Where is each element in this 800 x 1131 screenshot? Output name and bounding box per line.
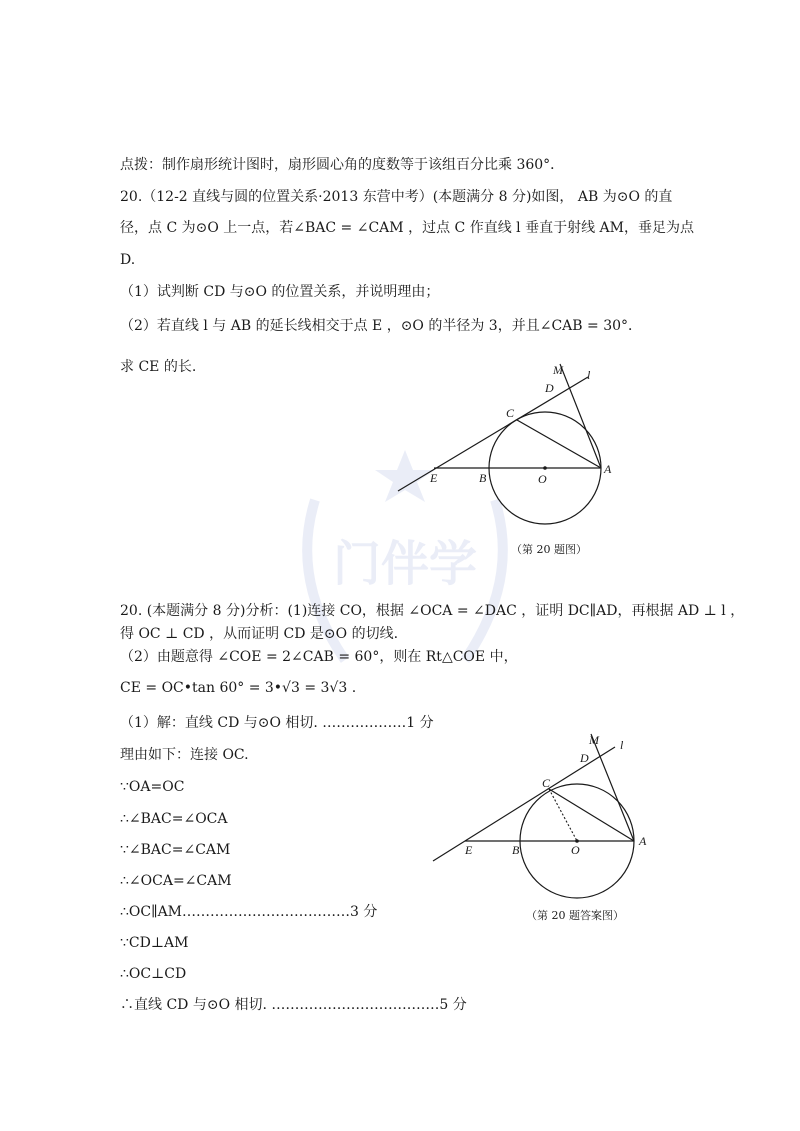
figure-2: [425, 730, 660, 905]
proof-step-3: ∵∠BAC=∠CAM: [120, 842, 231, 858]
question-part-2-cont: 求 CE 的长.: [120, 359, 197, 375]
figure-1: [390, 360, 630, 535]
segment-oc-dotted: [549, 789, 577, 841]
label-d: D: [545, 381, 554, 395]
question-line-1: 20.（12-2 直线与圆的位置关系·2013 东营中考）(本题满分 8 分)如图， AB 为⊙O 的直: [120, 189, 673, 205]
label-e: E: [430, 471, 438, 485]
label-e-2: E: [465, 843, 473, 857]
label-l-2: l: [620, 738, 624, 752]
label-m-2: M: [589, 733, 599, 747]
proof-step-7: ∴OC⊥CD: [120, 966, 187, 982]
proof-step-1: ∵OA=OC: [120, 779, 185, 795]
label-c-2: C: [542, 776, 551, 790]
label-d-2: D: [580, 751, 589, 765]
label-b: B: [479, 471, 487, 485]
label-o: O: [538, 472, 547, 486]
figure-1-caption: （第 20 题图）: [511, 543, 587, 556]
proof-step-8: ∴直线 CD 与⊙O 相切. ………………………………5 分: [120, 997, 467, 1013]
chord-ca-2: [549, 789, 634, 841]
figure-2-caption: （第 20 题答案图）: [526, 909, 624, 922]
proof-step-5: ∴OC∥AM………………………………3 分: [120, 904, 378, 920]
proof-step-2: ∴∠BAC=∠OCA: [120, 811, 228, 827]
question-part-2: （2）若直线 l 与 AB 的延长线相交于点 E ，⊙O 的半径为 3，并且∠CAB = 30°．: [120, 318, 643, 334]
analysis-line-3: （2）由题意得 ∠COE = 2∠CAB = 60°，则在 Rt△COE 中，: [120, 649, 518, 665]
question-part-1: （1）试判断 CD 与⊙O 的位置关系，并说明理由；: [120, 284, 440, 300]
analysis-line-4: CE = OC•tan 60° = 3•√3 = 3√3 .: [120, 680, 357, 696]
question-line-3: D.: [120, 252, 136, 268]
label-c: C: [506, 406, 515, 420]
solution-line-2: 理由如下：连接 OC.: [120, 747, 249, 763]
label-a: A: [604, 462, 612, 476]
hint-line: 点拨：制作扇形统计图时，扇形圆心角的度数等于该组百分比乘 360°．: [120, 157, 565, 173]
proof-step-4: ∴∠OCA=∠CAM: [120, 873, 232, 889]
label-a-2: A: [639, 834, 647, 848]
label-m: M: [553, 363, 563, 377]
question-line-2: 径，点 C 为⊙O 上一点，若∠BAC = ∠CAM ，过点 C 作直线 l 垂直于射线 AM，垂足为点: [120, 220, 694, 236]
label-o-2: O: [571, 843, 580, 857]
proof-step-6: ∵CD⊥AM: [120, 935, 189, 951]
analysis-line-1: 20. (本题满分 8 分)分析：(1)连接 CO，根据 ∠OCA = ∠DAC ，证明 DC∥AD，再根据 AD ⊥ l ，: [120, 603, 745, 619]
solution-line-1: （1）解：直线 CD 与⊙O 相切. ………………1 分: [120, 715, 434, 731]
label-b-2: B: [512, 843, 520, 857]
watermark-text: 门伴学: [332, 536, 478, 592]
label-l: l: [587, 368, 591, 382]
line-l: [398, 377, 588, 491]
analysis-line-2: 得 OC ⊥ CD ，从而证明 CD 是⊙O 的切线.: [120, 626, 399, 642]
chord-ca: [517, 420, 601, 468]
